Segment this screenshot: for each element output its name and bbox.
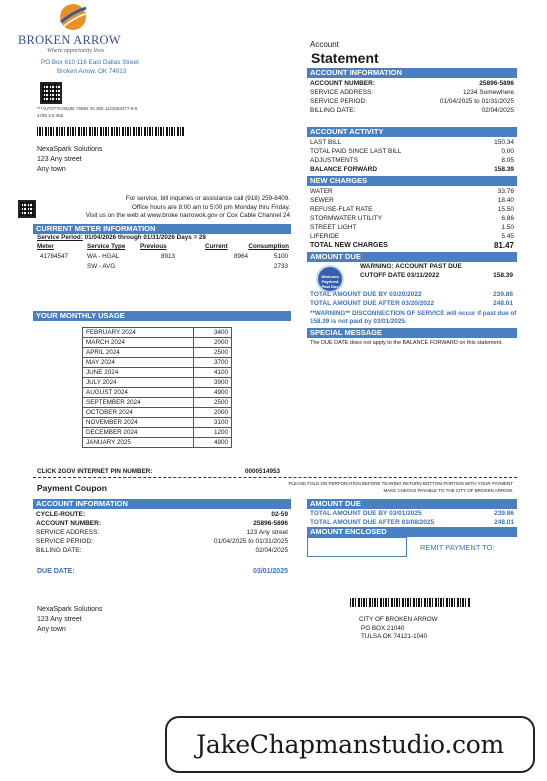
disconnection-warning: **WARNING** DISCONNECTION OF SERVICE will occur if past due of 158.39 is not paid by 03/01/2025. [310,310,517,325]
account-info-row-label: SERVICE ADDRESS: [310,89,374,96]
meter-col-current: Current [205,243,228,250]
customer-street: 123 Any street [37,156,82,163]
barcode-text2: 4785 3 5 365 [37,113,64,118]
amount-due-header: AMOUNT DUE [307,252,517,262]
meter-row [40,263,291,270]
new-charges [307,176,517,251]
account-info-row [310,88,514,97]
pin-value: 0000514953 [245,468,281,475]
new-charge-row-label: STREET LIGHT [310,224,357,231]
new-charges-total [307,241,517,251]
account-activity-row [310,147,514,156]
due-by-value: 239.86 [493,291,513,298]
qr-code-top [40,82,62,104]
account-activity-row-label: TOTAL PAID SINCE LAST BILL [310,148,402,155]
usage-amount: 4100 [194,368,232,378]
meter-col-previous: Previous [140,243,167,250]
meter-row [40,253,291,260]
coupon-due-after-label: TOTAL AMOUNT DUE AFTER 03/08/2025 [310,519,435,526]
due-after-row [310,299,513,308]
new-charges-total-label: TOTAL NEW CHARGES [310,242,388,249]
remit-label: REMIT PAYMENT TO: [420,543,495,552]
coupon-account-row-label: SERVICE ADDRESS: [36,529,100,536]
coupon-account-row-value: 02/04/2025 [255,547,288,554]
coupon-account-row-label: BILLING DATE: [36,547,82,554]
usage-month: NOVEMBER 2024 [83,418,194,428]
coupon-customer-town: Any town [37,626,66,633]
new-charge-row-label: WATER [310,188,333,195]
amount-enclosed-header: AMOUNT ENCLOSED [307,527,517,537]
account-info-row-value: 01/04/2025 to 01/31/2025 [439,98,514,105]
badge-line1: Minimum [321,274,339,279]
usage-amount: 3100 [194,418,232,428]
account-activity-row [310,156,514,165]
brand-name: BROKEN ARROW [18,33,121,47]
usage-amount: 4900 [194,388,232,398]
meter-period [37,234,206,241]
service-info-line2: Office hours are 8:00 am to 5:00 pm Monday thru Friday. [132,204,290,211]
meter-col-meter: Meter [37,243,54,250]
usage-amount: 2500 [194,398,232,408]
usage-row [83,328,232,338]
statement-title: Statement [311,50,379,66]
usage-amount: 3400 [194,328,232,338]
coupon-account-row [36,519,288,528]
account-info-row-value: 1234 Somewhere [463,89,514,96]
meter-header: CURRENT METER INFORMATION [33,224,291,234]
coupon-account-row-value: 01/04/2025 to 01/31/2025 [213,538,288,545]
pin-label: CLICK 2GOV INTERNET PIN NUMBER: [37,468,153,475]
account-activity-header: ACCOUNT ACTIVITY [307,127,517,137]
cutoff-label: CUTOFF DATE 03/11/2022 [360,272,440,279]
account-activity-row-label: ADJUSTMENTS [310,157,359,164]
account-activity-row [310,138,514,147]
usage-month: SEPTEMBER 2024 [83,398,194,408]
new-charge-row [310,205,514,214]
new-charges-total-value: 81.47 [493,241,514,250]
usage-month: JUNE 2024 [83,368,194,378]
coupon-account-row [36,537,288,546]
coupon-due-after-value: 248.01 [494,519,514,526]
usage-month: JANUARY 2025 [83,438,194,448]
special-message-header: SPECIAL MESSAGE [307,328,517,338]
usage-row [83,438,232,448]
account-activity-row-value: 150.34 [494,139,514,146]
qr-code-service [18,200,36,218]
service-info-line3: Visit us on the web at www.broke narrowok.gov or Cox Cable Channel 24 [85,212,290,219]
meter-period-label: Service Period: [37,234,83,241]
account-info-row-label: BILLING DATE: [310,107,356,114]
coupon-account-row [36,546,288,555]
account-activity-row-label: LAST BILL [310,139,342,146]
usage-month: JULY 2024 [83,378,194,388]
coupon-due-by-label: TOTAL AMOUNT DUE BY 03/01/2025 [310,510,422,517]
customer-name: NexaSpark Solutions [37,146,103,153]
meter-cell: 8913 [160,253,175,260]
past-due-badge [316,265,344,293]
account-info-row-label: ACCOUNT NUMBER: [310,80,375,87]
coupon-account-row-value: 25896-5896 [253,520,288,527]
due-after-label: TOTAL AMOUNT DUE AFTER 03/20/2022 [310,300,435,307]
usage-month: APRIL 2024 [83,348,194,358]
coupon-account-row [36,528,288,537]
coupon-due-by-row [307,509,517,518]
account-info-row [310,97,514,106]
watermark-box [165,716,535,773]
new-charge-row [310,232,514,241]
usage-amount: 2000 [194,408,232,418]
usage-row [83,338,232,348]
usage-row [83,358,232,368]
brand-tagline: Where opportunity lives [47,48,105,54]
meter-col-service-type: Service Type [87,243,126,250]
service-info-line1: For service, bill inquiries or assistance call (918) 259-8409. [125,195,290,202]
usage-month: DECEMBER 2024 [83,428,194,438]
account-information-header: ACCOUNT INFORMATION [307,68,517,78]
coupon-account-row-label: ACCOUNT NUMBER: [36,520,101,527]
coupon-account-row-value: 02-59 [271,511,288,518]
meter-cell: 5100 [273,253,288,260]
remit-line1: CITY OF BROKEN ARROW [359,616,438,623]
account-info-row-label: SERVICE PERIOD: [310,98,367,105]
new-charge-row-value: 1.50 [501,224,514,231]
new-charges-header: NEW CHARGES [307,176,517,186]
account-activity-row [310,165,514,174]
brand-address-line2: Broken Arrow, OK 74013 [57,68,127,75]
usage-header: YOUR MONTHLY USAGE [33,311,291,321]
account-info-row-value: 02/04/2025 [481,107,514,114]
account-info-row [310,79,514,88]
remit-line3: TULSA OK 74121-1040 [361,633,428,640]
due-date-label: DUE DATE: [37,568,75,575]
new-charge-row-label: SEWER [310,197,334,204]
meter-cell: SW - AVG [87,263,116,270]
usage-month: MAY 2024 [83,358,194,368]
account-activity [307,127,517,174]
logo [58,2,88,32]
account-information [307,68,517,115]
coupon-account-information [33,499,291,555]
remit-line2: PO BOX 21040 [361,625,405,632]
coupon-amount-due [307,499,517,537]
fold-note2: MAKE CHECKS PAYABLE TO THE CITY OF BROKEN ARROW. [383,488,513,493]
coupon-due-by-value: 239.86 [494,510,514,517]
usage-table [82,327,232,448]
watermark-text: JakeChapmanstudio.com [196,730,504,759]
statement-label-small: Account [310,40,339,49]
meter-cell: WA - HGAL [87,253,120,260]
coupon-due-after-row [307,518,517,527]
coupon-account-header: ACCOUNT INFORMATION [33,499,291,509]
coupon-amount-due-header: AMOUNT DUE [307,499,517,509]
usage-amount: 2000 [194,338,232,348]
account-activity-row-label: BALANCE FORWARD [310,166,378,173]
usage-row [83,418,232,428]
coupon-title: Payment Coupon [37,483,107,493]
due-after-value: 248.01 [493,300,513,307]
usage-amount: 4900 [194,438,232,448]
new-charge-row-label: REFUSE-FLAT RATE [310,206,373,213]
account-activity-row-value: 158.39 [494,166,514,173]
meter-period-value: 01/04/2026 through 01/31/2026 Days = [84,234,198,241]
special-message-text: The DUE DATE does not apply to the BALANCE FORWARD on this statement. [310,340,503,346]
new-charge-row-label: LIFERIDE [310,233,340,240]
usage-row [83,368,232,378]
amount-enclosed-field[interactable] [307,537,407,557]
new-charge-row-value: 18.40 [497,197,514,204]
usage-row [83,378,232,388]
badge-line3: Past Due [321,284,339,289]
perforation-line [33,477,517,478]
special-message [307,328,517,349]
usage-amount: 3700 [194,358,232,368]
customer-town: Any town [37,166,66,173]
account-activity-row-value: 0.00 [501,148,514,155]
new-charge-row [310,214,514,223]
meter-col-consumption: Consumption [248,243,289,250]
account-info-row [310,106,514,115]
coupon-account-row-label: CYCLE-ROUTE: [36,511,86,518]
coupon-customer-name: NexaSpark Solutions [37,606,103,613]
cutoff-value: 158.39 [493,272,513,279]
usage-row [83,348,232,358]
usage-amount: 3900 [194,378,232,388]
logo-icon [58,2,88,32]
usage-row [83,428,232,438]
usage-amount: 1200 [194,428,232,438]
postal-barcode-top [37,127,185,136]
coupon-customer-street: 123 Any street [37,616,82,623]
postal-barcode-bottom [350,598,470,607]
new-charge-row-label: STORMWATER UTILITY [310,215,383,222]
new-charge-row-value: 33.76 [497,188,514,195]
due-date-value: 03/01/2025 [252,568,288,575]
usage-row [83,388,232,398]
warning-title: WARNING: ACCOUNT PAST DUE [360,263,462,270]
new-charge-row [310,187,514,196]
usage-month: FEBRUARY 2024 [83,328,194,338]
new-charge-row-value: 6.86 [501,215,514,222]
meter-days: 28 [198,234,206,241]
due-by-label: TOTAL AMOUNT DUE BY 03/20/2022 [310,291,422,298]
usage-month: OCTOBER 2024 [83,408,194,418]
usage-month: AUGUST 2024 [83,388,194,398]
new-charge-row-value: 15.50 [497,206,514,213]
account-activity-row-value: 8.05 [501,157,514,164]
usage-row [83,398,232,408]
coupon-account-row [36,510,288,519]
new-charge-row [310,196,514,205]
usage-month: MARCH 2024 [83,338,194,348]
account-info-row-value: 25896-5896 [479,80,514,87]
meter-cell: 8964 [233,253,248,260]
usage-amount: 2500 [194,348,232,358]
meter-columns [37,243,291,250]
coupon-account-row-value: 123 Any street [246,529,288,536]
badge-line2: Payment [321,279,339,284]
usage-row [83,408,232,418]
brand-address-line1: PO Box 610 116 East Dallas Street [41,59,139,66]
new-charge-row [310,223,514,232]
new-charge-row-value: 5.45 [501,233,514,240]
due-by-row [310,290,513,299]
meter-cell: 2733 [273,263,288,270]
coupon-account-row-label: SERVICE PERIOD: [36,538,93,545]
fold-note1: PLEASE FOLD ON PERFORATION BEFORE TEARING RETURN BOTTOM PORTION WITH YOUR PAYMENT [288,481,513,486]
meter-cell: 41784547 [40,253,69,260]
barcode-text1: ***AUTO**5-00286 76982 25 365 1122564477-9-8 [37,106,138,111]
amount-due [307,252,517,262]
